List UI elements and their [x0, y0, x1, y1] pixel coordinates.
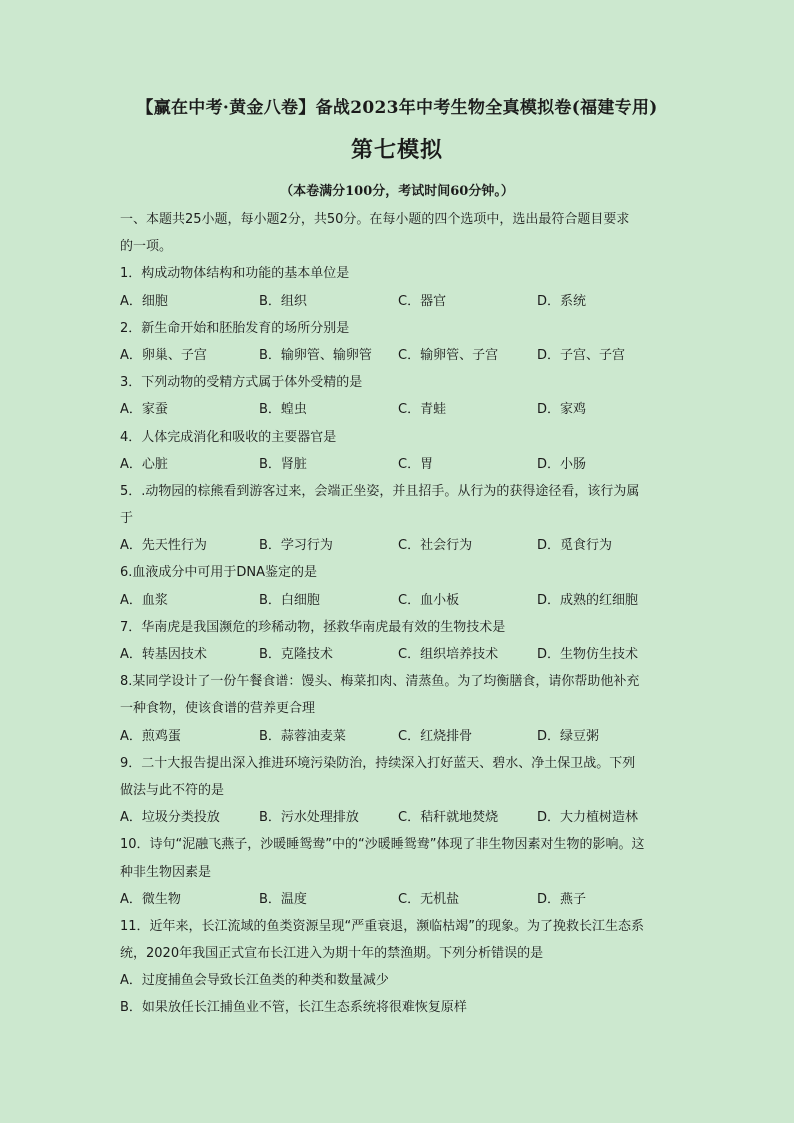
question-stem-line: 种非生物因素是 — [120, 864, 212, 880]
answer-option[interactable]: A．家蚕 — [120, 402, 168, 418]
answer-option[interactable]: A．垃圾分类投放 — [120, 810, 220, 826]
question-stem-line: 于 — [120, 511, 134, 527]
question-stem-line: 统，2020年我国正式宣布长江进入为期十年的禁渔期。下列分析错误的是 — [120, 946, 544, 962]
answer-option[interactable]: A．煎鸡蛋 — [120, 728, 181, 744]
answer-option[interactable]: D．生物仿生技术 — [537, 647, 639, 662]
answer-option[interactable]: D．觅食行为 — [537, 538, 613, 554]
question-stem-line: 8.某同学设计了一份午餐食谱：馒头、梅菜扣肉、清蒸鱼。为了均衡膳食，请你帮助他补充 — [120, 674, 640, 690]
question-stem-line: 9．二十大报告提出深入推进环境污染防治，持续深入打好蓝天、碧水、净土保卫战。下列 — [120, 755, 636, 771]
answer-option[interactable]: B．输卵管、输卵管 — [259, 347, 372, 363]
question-list — [120, 206, 680, 1022]
answer-option[interactable]: D．绿豆粥 — [537, 728, 600, 744]
answer-option[interactable]: D．成熟的红细胞 — [537, 592, 639, 608]
option-row — [120, 641, 680, 668]
answer-option[interactable]: D．大力植树造林 — [537, 810, 639, 826]
question-stem-line: 做法与此不符的是 — [120, 782, 225, 798]
question-stem-line: 一种食物，使该食谱的营养更合理 — [120, 701, 316, 717]
answer-option[interactable]: D．子宫、子宫 — [537, 347, 626, 363]
option-row — [120, 342, 680, 369]
option-row — [120, 532, 680, 559]
question-stem-line: B．如果放任长江捕鱼业不管，长江生态系统将很难恢复原样 — [120, 1000, 467, 1016]
answer-option[interactable]: B．组织 — [259, 293, 307, 309]
option-row — [120, 886, 680, 913]
option-row — [120, 451, 680, 478]
answer-option[interactable]: B．温度 — [259, 891, 307, 907]
option-row — [120, 587, 680, 614]
answer-option[interactable]: C．血小板 — [398, 592, 460, 608]
answer-option[interactable]: C．秸秆就地焚烧 — [398, 810, 499, 826]
option-row — [120, 804, 680, 831]
question-stem-line: 11．近年来，长江流域的鱼类资源呈现“严重衰退，濒临枯竭”的现象。为了挽救长江生态系 — [120, 918, 645, 934]
option-row — [120, 723, 680, 750]
answer-option[interactable]: D．燕子 — [537, 891, 587, 907]
answer-option[interactable]: B．克隆技术 — [259, 647, 333, 662]
answer-option[interactable]: D．家鸡 — [537, 402, 587, 418]
exam-title: 【赢在中考·黄金八卷】备战2023年中考生物全真模拟卷(福建专用) — [136, 98, 658, 118]
question-stem-line: 5．.动物园的棕熊看到游客过来，会端正坐姿，并且招手。从行为的获得途径看，该行为属 — [120, 483, 640, 499]
question-stem-line: 2．新生命开始和胚胎发育的场所分别是 — [120, 320, 350, 336]
answer-option[interactable]: C．输卵管、子宫 — [398, 347, 499, 363]
exam-subtitle: 第七模拟 — [350, 137, 443, 163]
answer-option[interactable]: A．细胞 — [120, 293, 168, 309]
question-stem-line: 3．下列动物的受精方式属于体外受精的是 — [120, 375, 363, 391]
answer-option[interactable]: C．器官 — [398, 293, 447, 309]
answer-option[interactable]: B．肾脏 — [259, 456, 307, 472]
answer-option[interactable]: A．先天性行为 — [120, 538, 207, 554]
question-stem-line: 7．华南虎是我国濒危的珍稀动物，拯救华南虎最有效的生物技术是 — [120, 619, 506, 635]
section-instruction-line: 的一项。 — [120, 239, 173, 255]
question-stem-line: 10．诗句“泥融飞燕子，沙暖睡鸳鸯”中的“沙暖睡鸳鸯”体现了非生物因素对生物的影响。这 — [120, 837, 645, 853]
answer-option[interactable]: B．学习行为 — [259, 538, 333, 554]
answer-option[interactable]: B．蝗虫 — [259, 402, 307, 418]
option-row — [120, 396, 680, 423]
answer-option[interactable]: B．白细胞 — [259, 592, 320, 608]
answer-option[interactable]: A．卵巢、子宫 — [120, 347, 207, 363]
question-stem-line: A．过度捕鱼会导致长江鱼类的种类和数量减少 — [120, 973, 389, 989]
question-stem-line: 1．构成动物体结构和功能的基本单位是 — [120, 266, 350, 282]
answer-option[interactable]: A．血浆 — [120, 592, 168, 608]
answer-option[interactable]: C．青蛙 — [398, 402, 447, 418]
exam-note: （本卷满分100分，考试时间60分钟。） — [280, 184, 514, 199]
answer-option[interactable]: C．组织培养技术 — [398, 647, 499, 662]
answer-option[interactable]: A．微生物 — [120, 891, 181, 907]
answer-option[interactable]: C．红烧排骨 — [398, 728, 473, 744]
answer-option[interactable]: C．无机盐 — [398, 891, 460, 907]
question-stem-line: 6.血液成分中可用于DNA鉴定的是 — [120, 565, 318, 581]
answer-option[interactable]: A．转基因技术 — [120, 647, 207, 662]
answer-option[interactable]: B．蒜蓉油麦菜 — [259, 728, 346, 744]
answer-option[interactable]: D．小肠 — [537, 456, 587, 472]
answer-option[interactable]: A．心脏 — [120, 456, 168, 472]
answer-option[interactable]: B．污水处理排放 — [259, 810, 359, 826]
answer-option[interactable]: D．系统 — [537, 293, 587, 309]
answer-option[interactable]: C．社会行为 — [398, 538, 473, 554]
answer-option[interactable]: C．胃 — [398, 456, 434, 472]
option-row — [120, 288, 680, 315]
question-stem-line: 4．人体完成消化和吸收的主要器官是 — [120, 429, 337, 445]
section-instruction-line: 一、本题共25小题，每小题2分，共50分。在每小题的四个选项中，选出最符合题目要求 — [120, 212, 630, 227]
